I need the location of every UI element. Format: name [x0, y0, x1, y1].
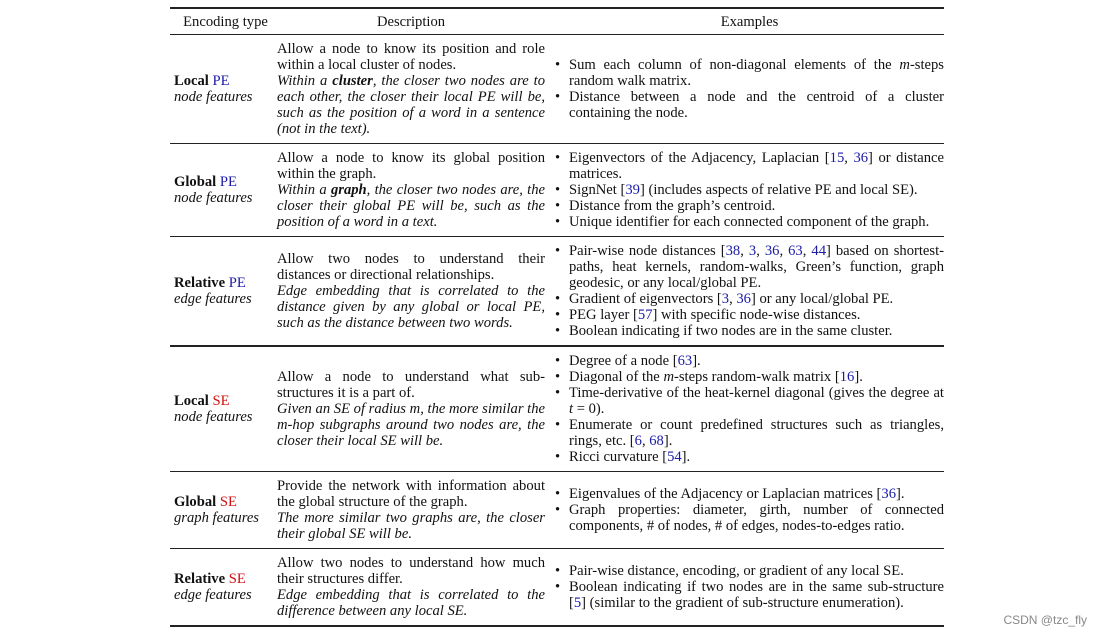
table-row	[170, 237, 944, 347]
text-segment: -steps random-walk matrix [	[673, 369, 840, 385]
text-segment: Boolean indicating if two nodes are in the same sub-structure [	[569, 579, 944, 611]
encoding-type-cell	[170, 237, 277, 347]
text-segment: ] with specific node-wise distances.	[652, 307, 861, 323]
encoding-type-name: Relative	[174, 275, 226, 291]
example-item	[555, 449, 944, 465]
citation: 3	[721, 291, 730, 307]
text-segment: Edge embedding that is correlated to the distance given by any global or local PE, such as the distance between two words.	[277, 283, 545, 331]
examples-cell	[551, 549, 944, 627]
text-segment: ].	[854, 369, 863, 385]
text-segment: ,	[729, 291, 737, 307]
text-segment: Ricci curvature [	[569, 449, 668, 465]
text-segment: Eigenvectors of the Adjacency, Laplacian [	[569, 150, 830, 166]
citation: 36	[853, 150, 869, 166]
text-segment: Given an SE of radius m, the more similar the m-hop subgraphs around two nodes are, the closer their local SE will be.	[277, 401, 545, 449]
text-segment: Unique identifier for each connected component of the graph.	[569, 214, 930, 230]
encoding-type-label	[174, 174, 277, 190]
examples-list	[555, 353, 944, 465]
example-item	[555, 579, 944, 611]
encoding-type-name: Local	[174, 73, 209, 89]
text-segment: = 0).	[573, 401, 605, 417]
encoding-type-tag: PE	[219, 174, 237, 190]
watermark: CSDN @tzc_fly	[1003, 613, 1087, 627]
encoding-type-cell	[170, 35, 277, 144]
encoding-type-cell	[170, 472, 277, 549]
citation: 57	[637, 307, 653, 323]
table-row	[170, 472, 944, 549]
table-row	[170, 35, 944, 144]
encoding-types-table	[170, 7, 944, 627]
text-segment: ,	[844, 150, 854, 166]
example-item	[555, 417, 944, 449]
text-segment: , the closer two nodes are to each other, the closer their local PE will be, such as the position of a word in a sentence (not in the text).	[277, 73, 545, 137]
example-item	[555, 182, 944, 198]
encoding-type-name: Local	[174, 393, 209, 409]
examples-list	[555, 486, 944, 534]
examples-cell	[551, 472, 944, 549]
table-row	[170, 144, 944, 237]
text-segment: Within a	[277, 73, 333, 89]
citation: 39	[625, 182, 640, 198]
encoding-type-name: Relative	[174, 571, 226, 587]
example-item	[555, 307, 944, 323]
text-segment: , the closer two nodes are, the closer their global PE will be, such as the position of a word in a text.	[277, 182, 545, 230]
text-segment: SignNet [	[569, 182, 626, 198]
example-item	[555, 323, 944, 339]
header-description: Description	[277, 8, 551, 35]
example-item	[555, 369, 944, 385]
encoding-type-tag: SE	[212, 393, 230, 409]
text-segment: The more similar two graphs are, the closer their global SE will be.	[277, 510, 545, 542]
text-segment: ,	[641, 433, 650, 449]
header-examples: Examples	[551, 8, 944, 35]
table-row	[170, 346, 944, 472]
text-segment: Allow a node to know its position and role within a local cluster of nodes.	[277, 41, 545, 73]
example-item	[555, 214, 944, 230]
example-item	[555, 150, 944, 182]
example-item	[555, 57, 944, 89]
encoding-type-label	[174, 73, 277, 89]
examples-cell	[551, 237, 944, 347]
encoding-feature-kind: node features	[174, 190, 253, 206]
citation: 16	[839, 369, 855, 385]
text-segment: ].	[681, 449, 691, 465]
citation: 36	[881, 486, 897, 502]
text-segment: Graph properties: diameter, girth, number of connected components, # of nodes, # of edges, nodes-to-edges ratio.	[569, 502, 944, 534]
text-segment: Time-derivative of the heat-kernel diagonal (gives the degree at	[569, 385, 944, 401]
citation: 36	[736, 291, 751, 307]
header-encoding-type: Encoding type	[170, 8, 277, 35]
text-segment: ] (includes aspects of relative PE and local SE).	[639, 182, 918, 198]
text-segment: Degree of a node [	[569, 353, 678, 369]
encoding-type-name: Global	[174, 174, 217, 190]
encoding-feature-kind: node features	[174, 89, 253, 105]
examples-list	[555, 57, 944, 121]
encoding-feature-kind: edge features	[174, 291, 252, 307]
encoding-type-tag: PE	[212, 73, 230, 89]
text-segment: ] or distance matrices.	[569, 150, 944, 182]
text-segment: Diagonal of the	[569, 369, 664, 385]
description-cell	[277, 472, 551, 549]
text-segment: Allow two nodes to understand their distances or directional relationships.	[277, 251, 545, 283]
text-segment: ,	[740, 243, 749, 259]
citation: 63	[788, 243, 803, 259]
encoding-feature-kind: graph features	[174, 510, 259, 526]
text-segment: Within a	[277, 182, 331, 198]
text-segment: ,	[756, 243, 765, 259]
encoding-type-cell	[170, 346, 277, 472]
description-cell	[277, 35, 551, 144]
citation: 38	[725, 243, 741, 259]
encoding-type-cell	[170, 549, 277, 627]
examples-cell	[551, 346, 944, 472]
example-item	[555, 353, 944, 369]
encoding-feature-kind: node features	[174, 409, 253, 425]
text-segment: Distance between a node and the centroid of a cluster containing the node.	[569, 89, 944, 121]
text-segment: Distance from the graph’s centroid.	[569, 198, 776, 214]
encoding-type-cell	[170, 144, 277, 237]
citation: 6	[634, 433, 642, 449]
encoding-type-name: Global	[174, 494, 217, 510]
text-segment: -steps random walk matrix.	[569, 57, 944, 89]
text-segment: ].	[692, 353, 701, 369]
example-item	[555, 291, 944, 307]
example-item	[555, 243, 944, 291]
encoding-type-label	[174, 393, 277, 409]
examples-list	[555, 563, 944, 611]
text-segment: Allow two nodes to understand how much their structures differ.	[277, 555, 545, 587]
citation: 15	[829, 150, 845, 166]
text-segment: cluster	[332, 73, 373, 89]
examples-cell	[551, 35, 944, 144]
text-segment: Gradient of eigenvectors [	[569, 291, 722, 307]
text-segment: Sum each column of non-diagonal elements of the	[569, 57, 900, 73]
citation: 54	[667, 449, 682, 465]
citation: 36	[764, 243, 780, 259]
examples-list	[555, 150, 944, 230]
text-segment: graph	[330, 182, 367, 198]
example-item	[555, 89, 944, 121]
example-item	[555, 486, 944, 502]
text-segment: Pair-wise node distances [	[569, 243, 726, 259]
text-segment: Enumerate or count predefined structures such as triangles, rings, etc. [	[569, 417, 944, 449]
table-body	[170, 35, 944, 627]
encoding-type-tag: SE	[228, 571, 246, 587]
text-segment: Provide the network with information about the global structure of the graph.	[277, 478, 545, 510]
text-segment: m	[663, 369, 674, 385]
description-cell	[277, 549, 551, 627]
table-header-row	[170, 8, 944, 35]
encoding-type-label	[174, 275, 277, 291]
description-cell	[277, 237, 551, 347]
encoding-type-label	[174, 494, 277, 510]
examples-cell	[551, 144, 944, 237]
example-item	[555, 198, 944, 214]
description-cell	[277, 144, 551, 237]
encoding-feature-kind: edge features	[174, 587, 252, 603]
text-segment: Allow a node to know its global position within the graph.	[277, 150, 545, 182]
citation: 3	[748, 243, 757, 259]
text-segment: Eigenvalues of the Adjacency or Laplacian matrices [	[569, 486, 882, 502]
text-segment: Pair-wise distance, encoding, or gradient of any local SE.	[569, 563, 904, 579]
text-segment: ] based on shortest-paths, heat kernels, random-walks, Green’s function, graph geodesic, or any local/global PE.	[569, 243, 944, 291]
citation: 68	[649, 433, 664, 449]
table-row	[170, 549, 944, 627]
examples-list	[555, 243, 944, 339]
text-segment: ,	[802, 243, 812, 259]
text-segment: ] (similar to the gradient of sub-structure enumeration).	[581, 595, 904, 611]
text-segment: t	[569, 401, 574, 417]
text-segment: Allow a node to understand what sub-structures it is a part of.	[277, 369, 545, 401]
text-segment: Edge embedding that is correlated to the difference between any local SE.	[277, 587, 545, 619]
text-segment: m	[899, 57, 910, 73]
text-segment: ] or any local/global PE.	[750, 291, 894, 307]
example-item	[555, 502, 944, 534]
encoding-type-label	[174, 571, 277, 587]
text-segment: ,	[779, 243, 789, 259]
example-item	[555, 385, 944, 417]
text-segment: Boolean indicating if two nodes are in the same cluster.	[569, 323, 893, 339]
text-segment: ].	[896, 486, 905, 502]
citation: 63	[677, 353, 693, 369]
text-segment: PEG layer [	[569, 307, 638, 323]
citation: 5	[573, 595, 582, 611]
encoding-type-tag: PE	[228, 275, 246, 291]
citation: 44	[811, 243, 826, 259]
text-segment: ].	[663, 433, 673, 449]
example-item	[555, 563, 944, 579]
encoding-type-tag: SE	[219, 494, 237, 510]
description-cell	[277, 346, 551, 472]
